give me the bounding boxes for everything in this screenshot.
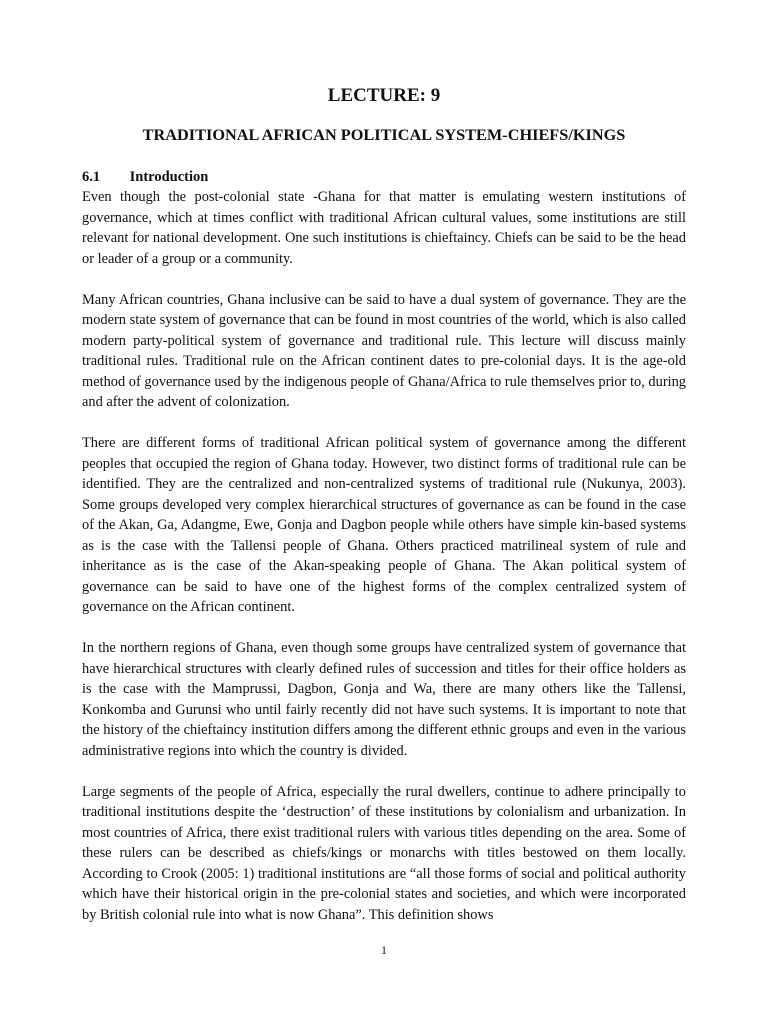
- paragraph: Many African countries, Ghana inclusive can be said to have a dual system of governance. They are the modern state system of governance that can be found in most countries of the world, which is also called modern party-political system of governance and traditional rule. This lecture will discuss mainly traditional rules. Traditional rule on the African continent dates to pre-colonial days. It is the age-old method of governance used by the indigenous people of Ghana/Africa to rule themselves prior to, during and after the advent of colonization.: [82, 291, 686, 410]
- paragraph: There are different forms of traditional African political system of governance among the different peoples that occupied the region of Ghana today. However, two distinct forms of traditional rule can be identified. They are the centralized and non-centralized systems of traditional rule (Nukunya, 2003). Some groups developed very complex hierarchical structures of governance as can be found in the case of the Akan, Ga, Adangme, Ewe, Gonja and Dagbon people while others have simple kin-based systems as is the case with the Tallensi people of Ghana. Others practiced matrilineal system of rule and inheritance as is the case of the Akan-speaking people of Ghana. The Akan political system of governance can be said to have one of the highest forms of the complex centralized system of governance on the African continent.: [82, 435, 686, 615]
- section-title: Introduction: [129, 169, 209, 185]
- paragraph: Even though the post-colonial state -Ghana for that matter is emulating western institutions of governance, which at times conflict with traditional African cultural values, some institutions are still relevant for national development. One such institutions is chieftaincy. Chiefs can be said to be the head or leader of a group or a community.: [82, 189, 686, 267]
- chapter-title: TRADITIONAL AFRICAN POLITICAL SYSTEM-CHIEFS/KINGS: [142, 125, 626, 144]
- paragraph: Large segments of the people of Africa, especially the rural dwellers, continue to adhere principally to traditional institutions despite the ‘destruction’ of these institutions by colonialism and urbanization. In most countries of Africa, there exist traditional rulers with various titles depending on the area. Some of these rulers can be described as chiefs/kings or monarchs with titles bestowed on them locally. According to Crook (2005: 1) traditional institutions are “all those forms of social and political authority which have their historical origin in the pre-colonial states and societies, and which were incorporated by British colonial rule into what is now Ghana”. This definition shows: [82, 783, 686, 923]
- paragraph: In the northern regions of Ghana, even though some groups have centralized system of governance that have hierarchical structures with clearly defined rules of succession and titles for their office holders as is the case with the Mamprussi, Dagbon, Gonja and Wa, there are many others like the Tallensi, Konkomba and Gurunsi who until fairly recently did not have such systems. It is important to note that the history of the chieftaincy institution differs among the different ethnic groups and even in the various administrative regions into which the country is divided.: [82, 640, 686, 759]
- body-text: [82, 187, 686, 946]
- lecture-title: LECTURE: 9: [327, 85, 441, 106]
- page-number: 1: [381, 943, 387, 957]
- section-heading: [82, 167, 208, 188]
- section-number: 6.1: [82, 169, 101, 185]
